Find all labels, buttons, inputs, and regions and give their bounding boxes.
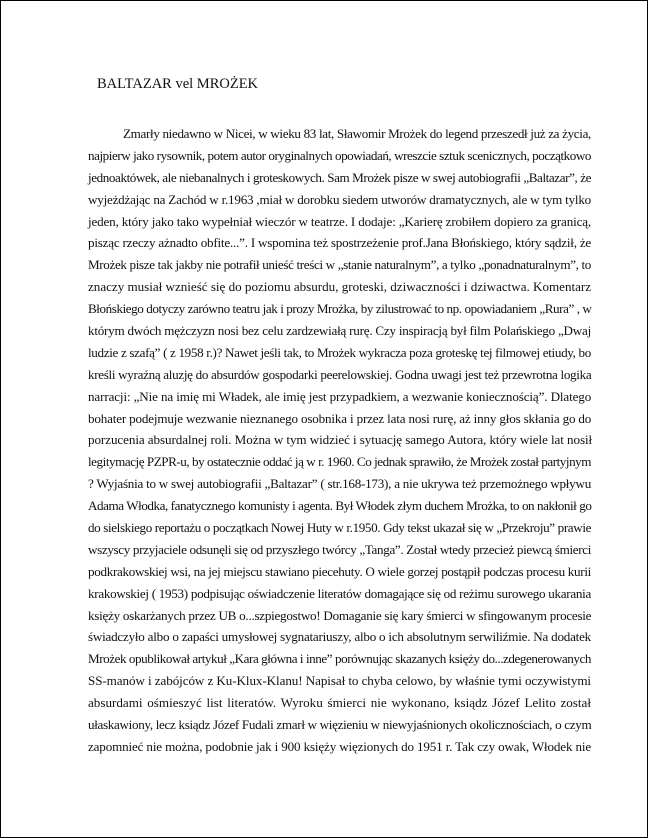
text-line: jeden, który jako tako wypełniał wieczór w teatrze. I dodaje: „Karierę zrobiłem dopiero za granicą, (88, 213, 591, 229)
text-line: Mrożek opublikował artykuł „Kara główna i inne” porównując skazanych księży do...zdegenerowanych (88, 651, 591, 667)
text-line: bohater podejmuje wezwanie nieznanego osobnika i przez lata nosi rurę, aż inny głos skłania go do (88, 410, 592, 426)
text-line: świadczyło albo o zapaści umysłowej sygnatariuszy, albo o ich absolutnym serwiliźmie. Na dodatek (88, 629, 591, 645)
text-line: SS-manów i zabójców z Ku-Klux-Klanu! Napisał to chyba celowo, by właśnie tymi oczywistymi (88, 673, 591, 689)
text-line: Adama Włodka, fanatycznego komunisty i agenta. Był Włodek złym duchem Mrożka, to on nakłonił go (88, 498, 592, 514)
text-line: którym dwóch mężczyzn nosi bez celu zardzewiałą rurę. Czy inspiracją był film Polańskiego „Dwaj (88, 323, 591, 339)
text-line: krakowskiej ( 1953) podpisując oświadczenie literatów domagające się od reżimu surowego ukarania (88, 585, 591, 601)
article-body (88, 123, 591, 758)
text-line: ? Wyjaśnia to w swej autobiografii „Baltazar” ( str.168-173), a nie ukrywa też przemożnego wpływu (88, 476, 591, 492)
text-line: podkrakowskiej wsi, na jej miejscu stawiano piecehuty. O wiele gorzej postąpił podczas procesu kurii (88, 563, 592, 579)
text-line: narracji: „Nie na imię mi Władek, ale imię jest przypadkiem, a wezwanie koniecznością”. Dlatego (88, 388, 592, 404)
text-line: porzucenia absurdalnej roli. Można w tym widzieć i sytuację samego Autora, który wiele lat nosił (88, 432, 593, 448)
document-title: BALTAZAR vel MROŻEK (97, 76, 259, 92)
text-line: ułaskawiony, lecz ksiądz Józef Fudali zmarł w więzieniu w niewyjaśnionych okolicznościach, o czym (88, 717, 592, 733)
text-line: legitymację PZPR-u, by ostatecznie oddać ją w r. 1960. Co jednak sprawiło, że Mrożek został partyjnym (88, 454, 591, 470)
text-line: zapomnieć nie można, podobnie jak i 900 księży więzionych do 1951 r. Tak czy owak, Włodek nie (88, 738, 591, 754)
text-line: Błońskiego dotyczy zarówno teatru jak i prozy Mrożka, by zilustrować to np. opowiadaniem „Rura” , w (88, 301, 592, 317)
text-line: absurdami ośmieszyć list literatów. Wyroku śmierci nie wykonano, ksiądz Józef Lelito został (88, 695, 591, 711)
text-line: kreśli wyraźną aluzję do absurdów gospodarki peerelowskiej. Godna uwagi jest też przewrotna logika (88, 366, 592, 382)
text-line: pisząc rzeczy ażnadto obfite...”. I wspomina też spostrzeżenie prof.Jana Błońskiego, który sądził, że (88, 235, 592, 251)
text-line: Mrożek pisze tak jakby nie potrafił unieść treści w „stanie naturalnym”, a tylko „ponadnaturalnym”, to (88, 257, 591, 273)
text-line: najpierw jako rysownik, potem autor oryginalnych opowiadań, wreszcie sztuk scenicznych, początkowo (88, 147, 591, 163)
text-line: wyjeżdżając na Zachód w r.1963 ,miał w dorobku siedem utworów dramatycznych, ale w tym tylko (88, 191, 591, 207)
text-line: jednoaktówek, ale niebanalnych i groteskowych. Sam Mrożek pisze w swej autobiografii „Baltazar”, że (88, 169, 591, 185)
text-line: ludzie z szafą” ( z 1958 r.)? Nawet jeśli tak, to Mrożek wykracza poza groteskę tej filmowej etiudy, bo (88, 344, 591, 360)
text-line: Zmarły niedawno w Nicei, w wieku 83 lat, Sławomir Mrożek do legend przeszedł już za życia, (123, 126, 591, 141)
text-line: wszyscy przyjaciele odsunęli się od przyszłego twórcy „Tanga”. Został wtedy przecież piewcą śmierci (88, 541, 591, 557)
text-line: znaczy musiał wznieść się do poziomu absurdu, groteski, dziwaczności i dziwactwa. Komentarz (88, 279, 592, 295)
text-line: do sielskiego reportażu o początkach Nowej Huty w r.1950. Gdy tekst ukazał się w „Przekroju” prawie (88, 520, 592, 536)
text-line: księży oskarżanych przez UB o...szpiegostwo! Domaganie się kary śmierci w sfingowanym procesie (88, 607, 592, 623)
